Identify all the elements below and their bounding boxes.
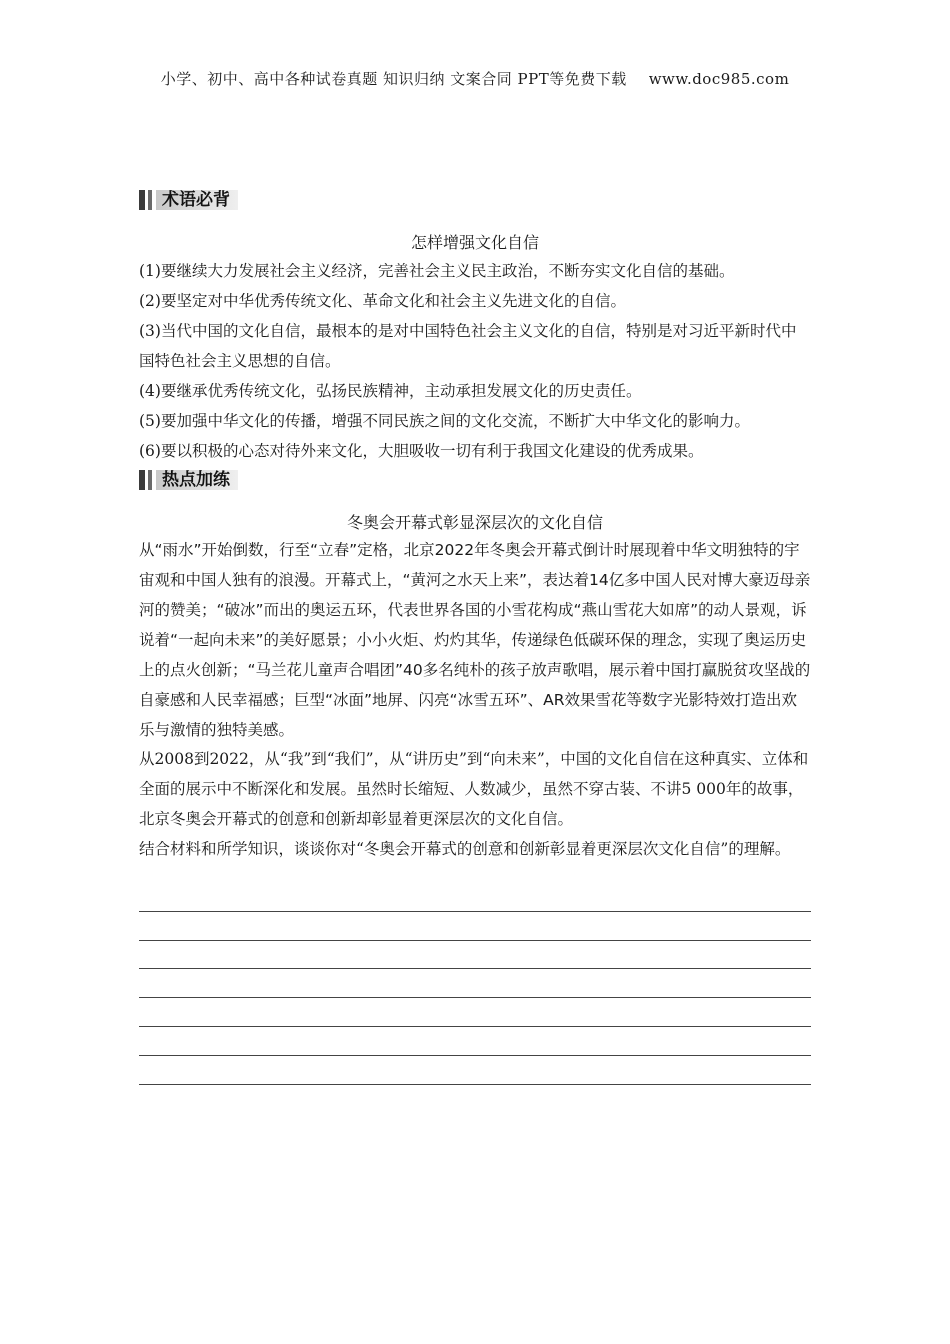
section-tag-label: 热点加练: [156, 470, 238, 490]
answer-line[interactable]: [139, 940, 811, 941]
answer-line[interactable]: [139, 1026, 811, 1027]
section1-item: (4)要继承优秀传统文化，弘扬民族精神，主动承担发展文化的历史责任。: [139, 382, 642, 400]
answer-line[interactable]: [139, 968, 811, 969]
section1-item: (2)要坚定对中华优秀传统文化、革命文化和社会主义先进文化的自信。: [139, 292, 626, 310]
section-tag-practice: [139, 469, 238, 491]
section1-item: (1)要继续大力发展社会主义经济，完善社会主义民主政治，不断夯实文化自信的基础。: [139, 262, 735, 280]
section1-item: (6)要以积极的心态对待外来文化，大胆吸收一切有利于我国文化建设的优秀成果。: [139, 442, 704, 460]
material-paragraph: 从“雨水”开始倒数，行至“立春”定格，北京2022年冬奥会开幕式倒计时展现着中华文明独特的宇宙观和中国人独有的浪漫。开幕式上，“黄河之水天上来”，表达着14亿多中国人民对博大豪迈母亲河的赞美；“破冰”而出的奥运五环，代表世界各国的小雪花构成“燕山雪花大如席”的动人景观，诉说着“一起向未来”的美好愿景；小小火炬、灼灼其华，传递绿色低碳环保的理念，实现了奥运历史上的点火创新；“马兰花儿童声合唱团”40多名纯朴的孩子放声歌唱，展示着中国打赢脱贫攻坚战的自豪感和人民幸福感；巨型“冰面”地屏、闪亮“冰雪五环”、AR效果雪花等数字光影特效打造出欢乐与激情的独特美感。: [139, 541, 811, 739]
tag-bar-icon: [148, 470, 152, 490]
answer-line[interactable]: [139, 1084, 811, 1085]
tag-bar-icon: [139, 190, 145, 210]
answer-line[interactable]: [139, 1055, 811, 1056]
answer-line[interactable]: [139, 997, 811, 998]
section-tag-terms: [139, 189, 238, 211]
tag-bar-icon: [148, 190, 152, 210]
section1-item: (3)当代中国的文化自信，最根本的是对中国特色社会主义文化的自信，特别是对习近平新时代中国特色社会主义思想的自信。: [139, 322, 797, 370]
answer-line[interactable]: [139, 911, 811, 912]
material-paragraph-2: 从2008到2022，从“我”到“我们”，从“讲历史”到“向未来”，中国的文化自信在这种真实、立体和全面的展示中不断深化和发展。虽然时长缩短、人数减少，虽然不穿古装、不讲5 000年的故事，北京冬奥会开幕式的创意和创新却彰显着更深层次的文化自信。: [139, 750, 809, 828]
section-tag-label: 术语必背: [156, 190, 238, 210]
header-url[interactable]: www.doc985.com: [648, 70, 790, 88]
header-text: 小学、初中、高中各种试卷真题 知识归纳 文案合同 PPT等免费下载: [160, 70, 627, 88]
section1-item: (5)要加强中华文化的传播，增强不同民族之间的文化交流，不断扩大中华文化的影响力。: [139, 412, 750, 430]
section2-title: 冬奥会开幕式彰显深层次的文化自信: [346, 513, 603, 532]
tag-bar-icon: [139, 470, 145, 490]
section1-title: 怎样增强文化自信: [410, 233, 539, 252]
page-header: [0, 68, 950, 89]
question-text: 结合材料和所学知识，谈谈你对“冬奥会开幕式的创意和创新彰显着更深层次文化自信”的理解。: [139, 840, 791, 858]
